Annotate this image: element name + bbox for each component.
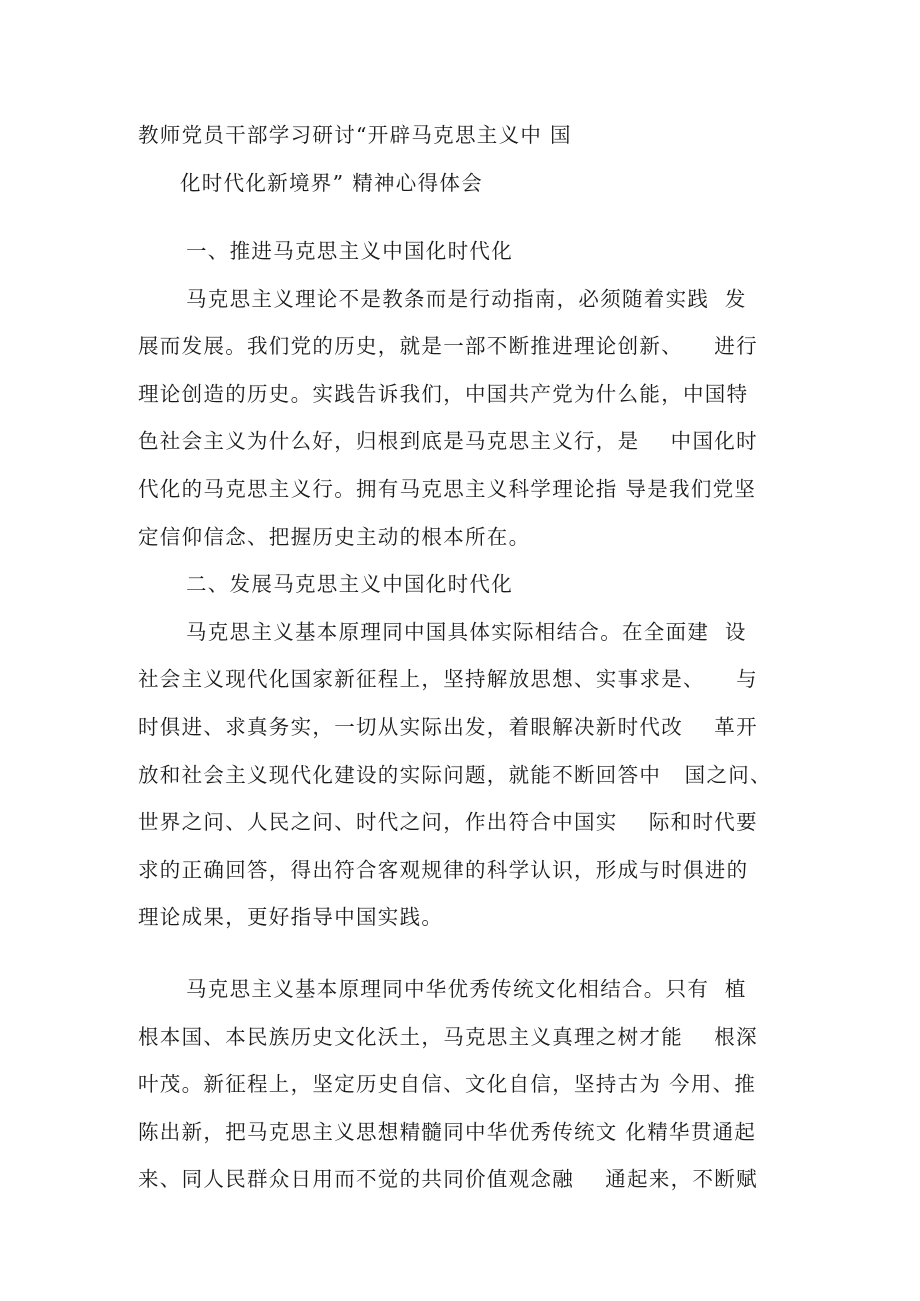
paragraph-spacer [138, 942, 786, 966]
paragraph-line: 陈出新，把马克思主义思想精髓同中华优秀传统文 化精华贯通起 [138, 1119, 757, 1144]
paragraph-line: 马克思主义基本原理同中华优秀传统文化相结合。只有 植 [186, 976, 747, 1001]
paragraph-line: 求的正确回答，得出符合客观规律的科学认识，形成与时俱进的 [138, 857, 749, 882]
title-line-2: 化时代化新境界” 精神心得体会 [180, 170, 483, 195]
paragraph-1 [138, 276, 786, 562]
paragraph-line: 马克思主义基本原理同中国具体实际相结合。在全面建 设 [186, 619, 747, 644]
document-title [138, 112, 788, 207]
paragraph-line: 定信仰信念、把握历史主动的根本所在。 [138, 524, 531, 549]
paragraph-2 [138, 609, 786, 942]
paragraph-line: 世界之问、人民之问、时代之问，作出符合中国实 际和时代要 [138, 810, 758, 835]
paragraph-3 [138, 966, 786, 1204]
paragraph-line: 放和社会主义现代化建设的实际问题，就能不断回答中 国之问、 [138, 762, 772, 787]
paragraph-line: 展而发展。我们党的历史，就是一部不断推进理论创新、 进行 [138, 334, 758, 359]
paragraph-line: 理论创造的历史。实践告诉我们，中国共产党为什么能，中国特 [138, 381, 749, 406]
paragraph-line: 时俱进、求真务实，一切从实际出发，着眼解决新时代改 革开 [138, 714, 758, 739]
title-line-1: 教师党员干部学习研讨“开辟马克思主义中 国 [138, 123, 572, 147]
paragraph-line: 根本国、本民族历史文化沃土，马克思主义真理之树才能 根深 [138, 1024, 758, 1049]
section-heading-1: 一、推进马克思主义中国化时代化 [186, 239, 513, 263]
paragraph-line: 马克思主义理论不是教条而是行动指南，必须随着实践 发 [186, 286, 747, 311]
document-body [138, 228, 786, 1204]
paragraph-line: 代化的马克思主义行。拥有马克思主义科学理论指 导是我们党坚 [138, 476, 757, 501]
paragraph-line: 色社会主义为什么好，归根到底是马克思主义行，是 中国化时 [138, 429, 758, 454]
paragraph-line: 社会主义现代化国家新征程上，坚持解放思想、实事求是、 与 [138, 667, 758, 692]
paragraph-line: 理论成果，更好指导中国实践。 [138, 905, 444, 930]
section-heading-2: 二、发展马克思主义中国化时代化 [186, 572, 513, 597]
paragraph-line: 来、同人民群众日用而不觉的共同价值观念融 通起来，不断赋 [138, 1167, 758, 1192]
paragraph-line: 叶茂。新征程上，坚定历史自信、文化自信，坚持古为 今用、推 [138, 1072, 757, 1097]
